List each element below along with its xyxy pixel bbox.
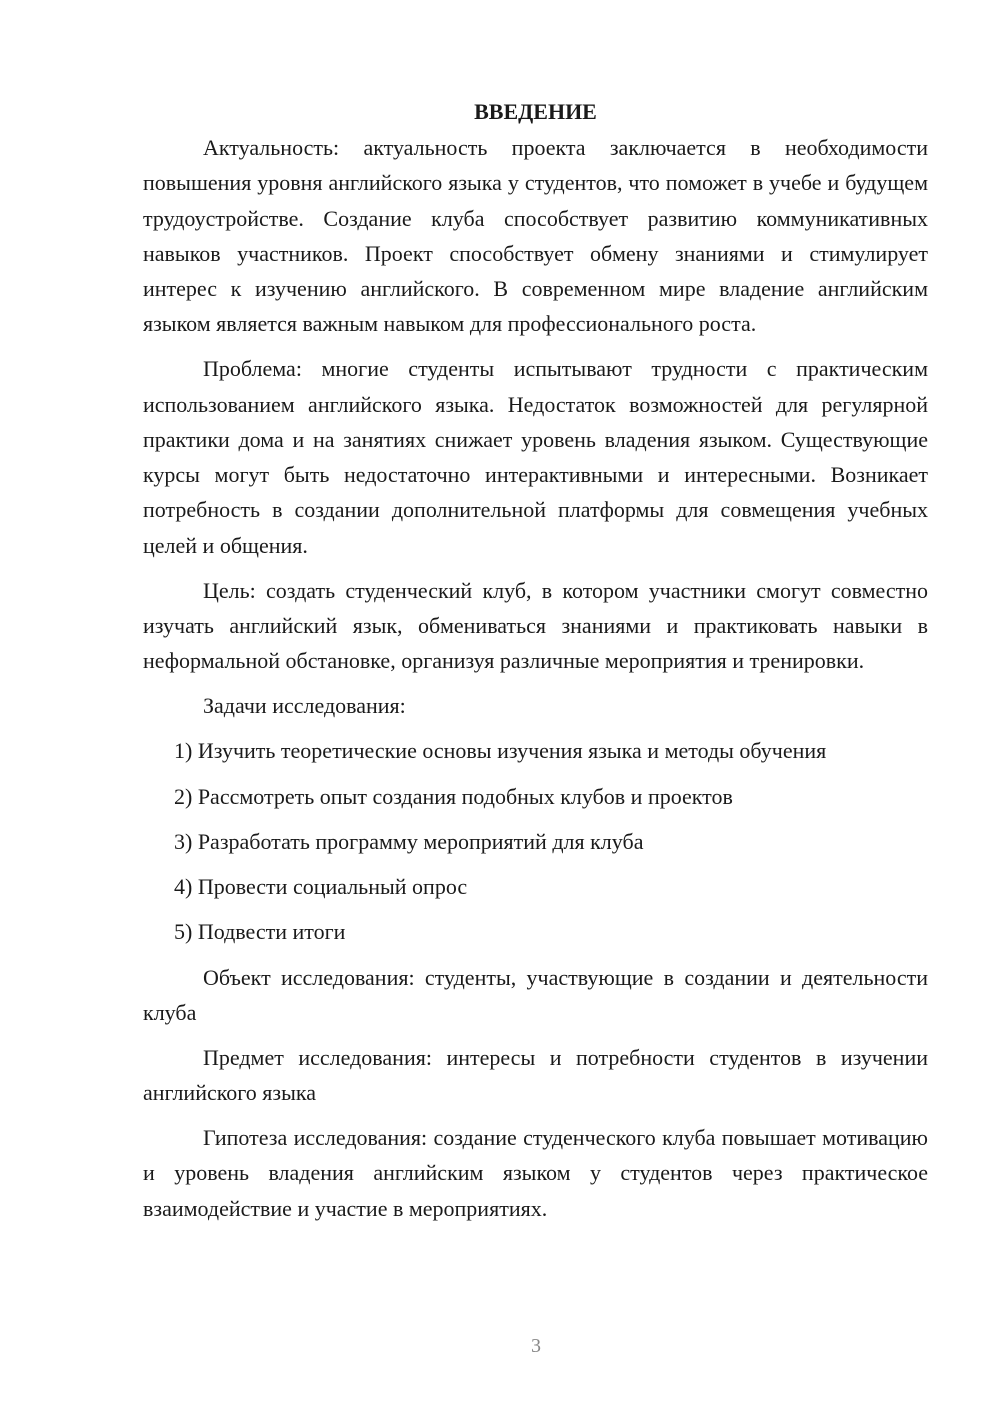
tasks-heading: Задачи исследования: [203,692,406,718]
goal-paragraph: Цель: создать студенческий клуб, в котором участники смогут совместно изучать английский язык, обмениваться знаниями и практиковать навыки в неформальной обстановке, организуя различные мероприятия и тренировки. [143,577,928,674]
task-item: 3) Разработать программу мероприятий для клуба [174,828,644,854]
task-item: 5) Подвести итоги [174,919,346,945]
hypothesis-paragraph: Гипотеза исследования: создание студенческого клуба повышает мотивацию и уровень владения английским языком у студентов через практическое взаимодействие и участие в мероприятиях. [143,1124,928,1221]
task-item: 4) Провести социальный опрос [174,874,468,900]
relevance-paragraph: Актуальность: актуальность проекта заключается в необходимости повышения уровня английского языка у студентов, что поможет в учебе и будущем трудоустройстве. Создание клуба способствует развитию коммуникативных навыков участников. Проект способствует обмену знаниями и стимулирует интерес к изучению английского. В современном мире владение английским языком является важным навыком для профессионального роста. [143,135,928,337]
page-content [143,94,928,1235]
problem-paragraph: Проблема: многие студенты испытывают трудности с практическим использованием английского языка. Недостаток возможностей для регулярной практики дома и на занятиях снижает уровень владения языком. Существующие курсы могут быть недостаточно интерактивными и интересными. Возникает потребность в создании дополнительной платформы для совмещения учебных целей и общения. [143,356,928,558]
object-paragraph: Объект исследования: студенты, участвующие в создании и деятельности клуба [143,964,928,1026]
tasks-list [143,733,928,949]
section-title: ВВЕДЕНИЕ [474,99,597,124]
subject-paragraph: Предмет исследования: интересы и потребности студентов в изучении английского языка [143,1044,928,1106]
task-item: 2) Рассмотреть опыт создания подобных клубов и проектов [174,783,733,809]
task-item: 1) Изучить теоретические основы изучения языка и методы обучения [174,738,827,764]
page-number: 3 [531,1335,541,1357]
